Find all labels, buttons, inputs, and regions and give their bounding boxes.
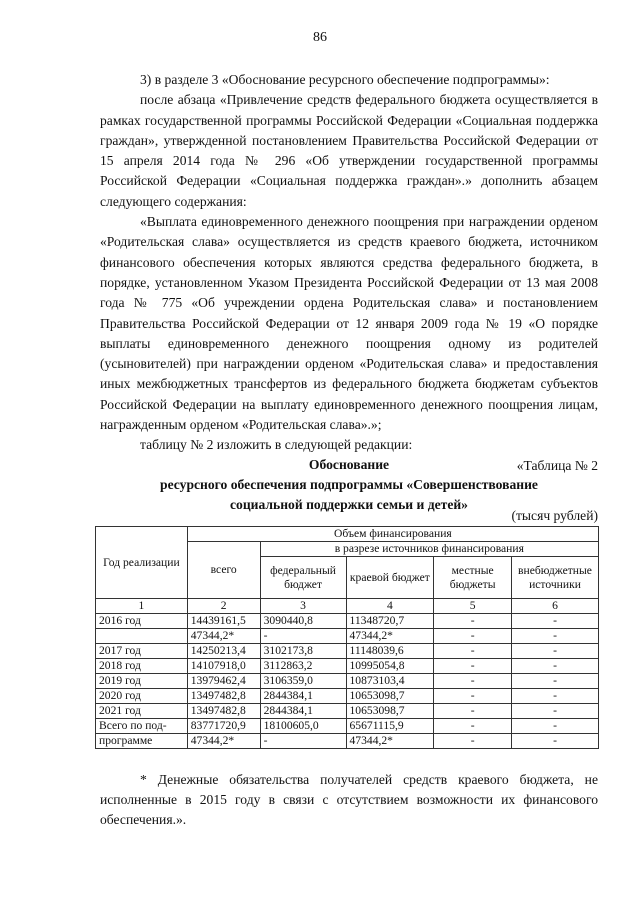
cell-federal: 2844384,1 bbox=[260, 689, 346, 704]
cell-local: - bbox=[434, 689, 512, 704]
paragraph-3: «Выплата единовременного денежного поощрения при награждении орденом «Родительская слава» осуществляется из средств краевого бюджета, источником финансового обеспечения которых являются средства федерального бюджета, в порядке, установленном Указом Президента Российской Федерации от 13 мая 2008 года № 775 «Об учреждении ордена Родительская слава» и постановлением Правительства Российской Федерации от 12 января 2009 года № 19 «О порядке выплаты единовременного денежного поощрения одному из родителей (усыновителей) при награждении орденом «Родительская слава» и предоставления иных межбюджетных трансфертов из федерального бюджета бюджетам субъектов Российской Федерации на выплату единовременного денежного поощрения лицам, награжденным орденом «Родительская слава».»; bbox=[100, 214, 598, 433]
footnote bbox=[100, 770, 598, 830]
cell-federal: 18100605,0 bbox=[260, 719, 346, 734]
table-row bbox=[96, 614, 599, 629]
cell-extra: - bbox=[512, 734, 599, 749]
table-row bbox=[96, 644, 599, 659]
cell-extra: - bbox=[512, 659, 599, 674]
cell-year bbox=[96, 629, 188, 644]
table-row bbox=[96, 674, 599, 689]
col-number: 5 bbox=[434, 599, 512, 614]
cell-year: программе bbox=[96, 734, 188, 749]
cell-extra: - bbox=[512, 614, 599, 629]
cell-federal: 3106359,0 bbox=[260, 674, 346, 689]
cell-extra: - bbox=[512, 629, 599, 644]
cell-local: - bbox=[434, 629, 512, 644]
header-funding-volume: Объем финансирования bbox=[187, 527, 598, 542]
cell-regional: 10653098,7 bbox=[346, 704, 434, 719]
cell-year: 2019 год bbox=[96, 674, 188, 689]
table-row bbox=[96, 704, 599, 719]
cell-total: 13497482,8 bbox=[187, 689, 260, 704]
header-regional: краевой бюджет bbox=[346, 557, 434, 599]
cell-regional: 10995054,8 bbox=[346, 659, 434, 674]
table-reference: «Таблица № 2 bbox=[516, 457, 598, 473]
cell-local: - bbox=[434, 674, 512, 689]
header-total: всего bbox=[187, 542, 260, 599]
cell-regional: 11348720,7 bbox=[346, 614, 434, 629]
header-extrabudget: внебюджетные источники bbox=[512, 557, 599, 599]
cell-regional: 11148039,6 bbox=[346, 644, 434, 659]
cell-total: 13979462,4 bbox=[187, 674, 260, 689]
cell-regional: 47344,2* bbox=[346, 629, 434, 644]
cell-regional: 10873103,4 bbox=[346, 674, 434, 689]
cell-federal: 3090440,8 bbox=[260, 614, 346, 629]
header-row-1 bbox=[96, 527, 599, 542]
header-local: местные бюджеты bbox=[434, 557, 512, 599]
paragraph-4: таблицу № 2 изложить в следующей редакции: bbox=[140, 437, 413, 453]
cell-year: 2016 год bbox=[96, 614, 188, 629]
cell-total: 83771720,9 bbox=[187, 719, 260, 734]
header-federal: федеральный бюджет bbox=[260, 557, 346, 599]
cell-total: 47344,2* bbox=[187, 734, 260, 749]
cell-year: 2021 год bbox=[96, 704, 188, 719]
cell-federal: 3102173,8 bbox=[260, 644, 346, 659]
cell-year: 2020 год bbox=[96, 689, 188, 704]
cell-regional: 65671115,9 bbox=[346, 719, 434, 734]
cell-total: 47344,2* bbox=[187, 629, 260, 644]
table-title-line-2: ресурсного обеспечения подпрограммы «Совершенствование bbox=[160, 477, 538, 492]
cell-federal: - bbox=[260, 734, 346, 749]
paragraph-1: 3) в разделе 3 «Обоснование ресурсного обеспечение подпрограммы»: bbox=[140, 72, 550, 87]
col-number: 2 bbox=[187, 599, 260, 614]
cell-local: - bbox=[434, 659, 512, 674]
cell-federal: 2844384,1 bbox=[260, 704, 346, 719]
cell-total: 14250213,4 bbox=[187, 644, 260, 659]
footnote-text: * Денежные обязательства получателей средств краевого бюджета, не исполненные в 2015 году в связи с отсутствием возможности их финансового обеспечения.». bbox=[100, 772, 598, 827]
funding-table bbox=[95, 526, 599, 749]
cell-year: Всего по под- bbox=[96, 719, 188, 734]
page-number: 86 bbox=[313, 30, 327, 45]
cell-total: 14439161,5 bbox=[187, 614, 260, 629]
table-title bbox=[100, 455, 598, 515]
header-by-source: в разрезе источников финансирования bbox=[260, 542, 598, 557]
col-number: 6 bbox=[512, 599, 599, 614]
table-row bbox=[96, 629, 599, 644]
cell-extra: - bbox=[512, 704, 599, 719]
col-number: 4 bbox=[346, 599, 434, 614]
cell-local: - bbox=[434, 614, 512, 629]
cell-total: 14107918,0 bbox=[187, 659, 260, 674]
cell-regional: 47344,2* bbox=[346, 734, 434, 749]
table-title-line-1: Обоснование bbox=[308, 457, 390, 472]
table-row bbox=[96, 689, 599, 704]
cell-extra: - bbox=[512, 719, 599, 734]
table-row bbox=[96, 734, 599, 749]
table-row bbox=[96, 659, 599, 674]
cell-extra: - bbox=[512, 689, 599, 704]
cell-year: 2017 год bbox=[96, 644, 188, 659]
cell-extra: - bbox=[512, 644, 599, 659]
cell-local: - bbox=[434, 704, 512, 719]
col-number: 1 bbox=[96, 599, 188, 614]
col-number: 3 bbox=[260, 599, 346, 614]
cell-year: 2018 год bbox=[96, 659, 188, 674]
cell-federal: 3112863,2 bbox=[260, 659, 346, 674]
cell-total: 13497482,8 bbox=[187, 704, 260, 719]
table-title-line-3: социальной поддержки семьи и детей» bbox=[230, 497, 468, 512]
cell-federal: - bbox=[260, 629, 346, 644]
paragraph-2: после абзаца «Привлечение средств федерального бюджета осуществляется в рамках государственной программы Российской Федерации «Социальная поддержка граждан», утвержденной постановлением Правительства Российской Федерации от 15 апреля 2014 года № 296 «Об утверждении государственной программы Российской Федерации «Социальная поддержка граждан».» дополнить абзацем следующего содержания: bbox=[100, 92, 598, 209]
units-label: (тысяч рублей) bbox=[511, 508, 598, 523]
header-year: Год реализации bbox=[96, 527, 188, 599]
body-text bbox=[100, 70, 598, 476]
cell-extra: - bbox=[512, 674, 599, 689]
table-row bbox=[96, 719, 599, 734]
cell-local: - bbox=[434, 734, 512, 749]
cell-local: - bbox=[434, 719, 512, 734]
cell-regional: 10653098,7 bbox=[346, 689, 434, 704]
cell-local: - bbox=[434, 644, 512, 659]
column-number-row bbox=[96, 599, 599, 614]
